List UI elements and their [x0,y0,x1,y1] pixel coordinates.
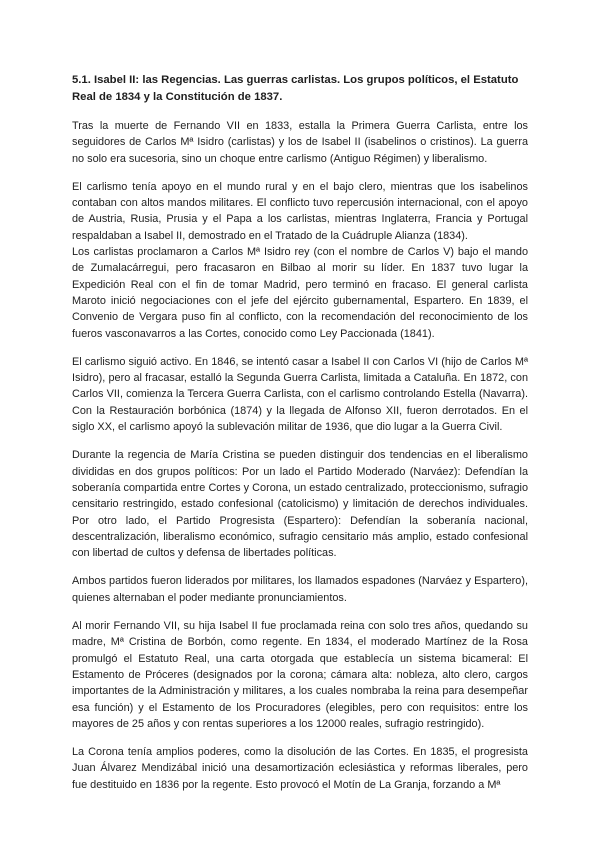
section-title: 5.1. Isabel II: las Regencias. Las guerras carlistas. Los grupos políticos, el Estatuto Real de 1834 y la Constitución de 1837. [72,74,519,103]
paragraph-espadones: Ambos partidos fueron liderados por militares, los llamados espadones (Narváez y Espartero), quienes alternaban el poder mediante pronunciamientos. [72,575,528,604]
document-body [72,72,528,805]
paragraph-carlism-continued: El carlismo siguió activo. En 1846, se intentó casar a Isabel II con Carlos VI (hijo de Carlos Mª Isidro), pero al fracasar, estalló la Segunda Guerra Carlista, limitada a Cataluña. En 1872, con Carlos VII, comienza la Tercera Guerra Carlista, con el carlismo controlando Estella (Navarra). Con la Restauración borbónica (1874) y la llegada de Alfonso XII, fueron derrotados. En el siglo XX, el carlismo apoyó la sublevación militar de 1936, que dio lugar a la Guerra Civil. [72,355,528,434]
paragraph-estatuto-real: Al morir Fernando VII, su hija Isabel II fue proclamada reina con solo tres años, quedando su madre, Mª Cristina de Borbón, como regente. En 1834, el moderado Martínez de la Rosa promulgó el Estatuto Real, una carta otorgada que establecía un sistema bicameral: El Estamento de Próceres (designados por la corona; cámara alta: nobleza, alto clero, cargos importantes de la Administración y militares, a los cuales nombraba la reina para desempeñar esa función) y el Estamento de los Procuradores (elegibles, pero con requisitos: entre los mayores de 25 años y con rentas superiores a los 12000 reales, sufragio restringido). [72,620,528,730]
paragraph-first-carlist-war: Tras la muerte de Fernando VII en 1833, estalla la Primera Guerra Carlista, entre los seguidores de Carlos Mª Isidro (carlistas) y los de Isabel II (isabelinos o cristinos). La guerra no solo era sucesoria, sino un choque entre carlismo (Antiguo Régimen) y liberalismo. [72,120,528,165]
paragraph-carlism-support: El carlismo tenía apoyo en el mundo rural y en el bajo clero, mientras que los isabelinos contaban con altos mandos militares. El conflicto tuvo repercusión internacional, con el apoyo de Austria, Rusia, Prusia y el Papa a los carlistas, mientras Inglaterra, Francia y Portugal respaldaban a Isabel II, demostrado en el Tratado de la Cuádruple Alianza (1834). [72,180,528,242]
paragraph-political-groups: Durante la regencia de María Cristina se pueden distinguir dos tendencias en el liberalismo divididas en dos grupos políticos: Por un lado el Partido Moderado (Narváez): Defendían la soberanía compartida entre Cortes y Corona, un estado centralizado, proteccionismo, sufragio censitario restringido, estado confesional (catolicismo) y limitación de derechos individuales. Por otro lado, el Partido Progresista (Espartero): Defendían la soberanía nacional, descentralización, liberalismo económico, sufragio censitario más amplio, estado confesional con libertad de cultos y defensa de libertades políticas. [72,449,528,560]
paragraph-carlist-proclamation: Los carlistas proclamaron a Carlos Mª Isidro rey (con el nombre de Carlos V) bajo el mando de Zumalacárregui, pero fracasaron en Bilbao al morir su líder. En 1837 tuvo lugar la Expedición Real con el fin de tomar Madrid, pero terminó en fracaso. El general carlista Maroto inició negociaciones con el jefe del ejército gubernamental, Espartero. En 1839, el Convenio de Vergara puso fin al conflicto, con la recomendación del reconocimiento de los fueros vasconavarros a las Cortes, conocido como Ley Paccionada (1841). [72,246,528,340]
paragraph-crown-powers: La Corona tenía amplios poderes, como la disolución de las Cortes. En 1835, el progresista Juan Álvarez Mendizábal inició una desamortización eclesiástica y reformas liberales, pero fue destituido en 1836 por la regente. Esto provocó el Motín de La Granja, forzando a Mª [72,746,528,791]
